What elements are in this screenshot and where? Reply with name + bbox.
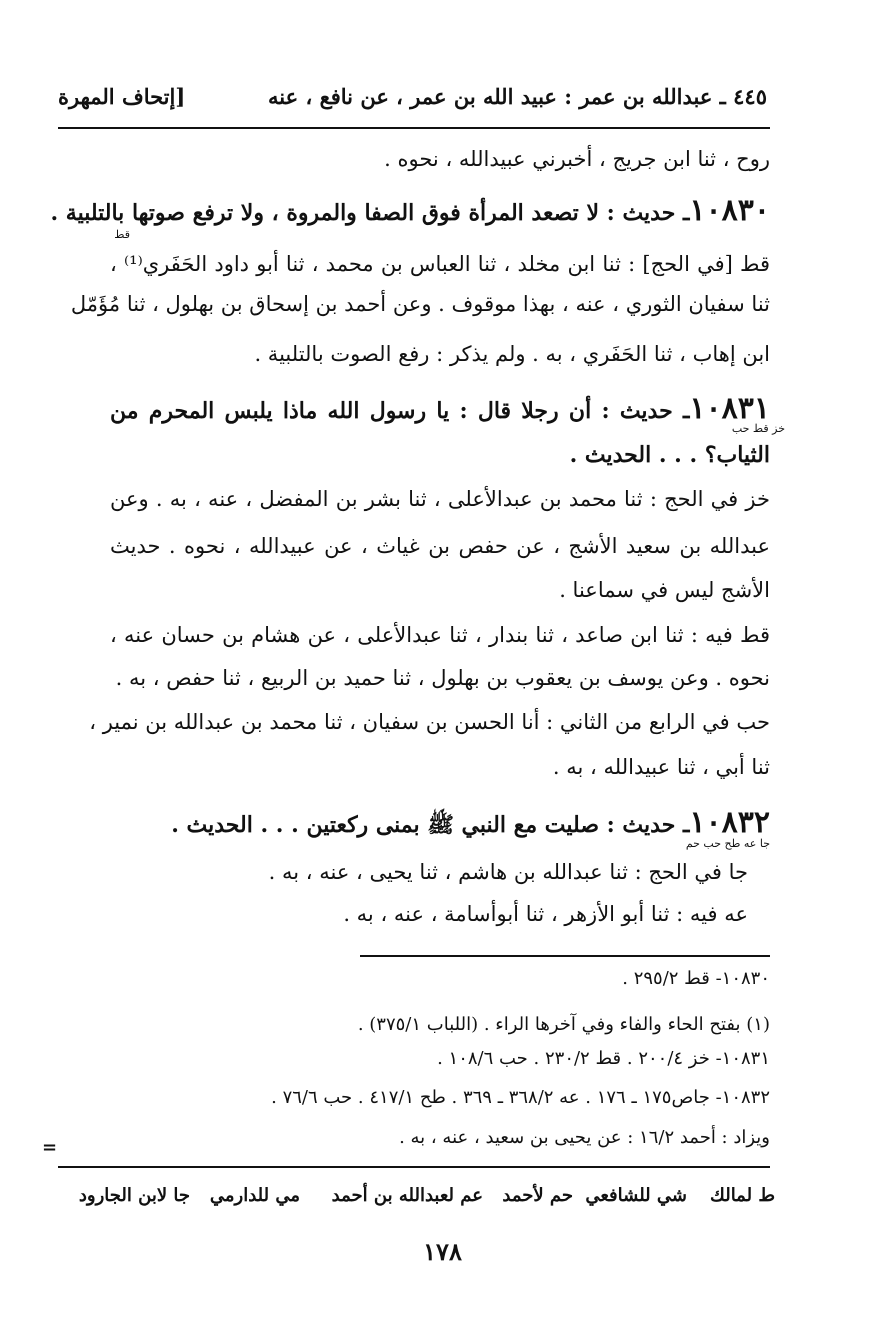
body-line: ثنا أبي ، ثنا عبيدالله ، به .: [552, 755, 770, 779]
abbrev-item: شي للشافعي: [585, 1185, 687, 1206]
hadith-10830: [50, 193, 770, 228]
abbrev-item: ط لمالك: [710, 1185, 775, 1206]
footnote: (١) بفتح الحاء والفاء وفي آخرها الراء . (اللباب ٣٧٥/١) .: [357, 1014, 770, 1035]
hadith-10832: [171, 805, 770, 840]
abbrev-item: جا لابن الجارود: [78, 1185, 190, 1206]
running-header-book: [إتحاف المهرة: [58, 84, 186, 109]
abbrev-item: مي للدارمي: [209, 1185, 300, 1206]
page-number: ١٧٨: [423, 1237, 462, 1266]
abbrev-item: عم لعبدالله بن أحمد: [331, 1185, 483, 1206]
body-line: قط [في الحج] : ثنا ابن مخلد ، ثنا العباس بن محمد ، ثنا أبو داود الحَفَري⁽¹⁾ ،: [110, 252, 770, 276]
body-line: جا في الحج : ثنا عبدالله بن هاشم ، ثنا يحيى ، عنه ، به .: [268, 860, 748, 884]
footnote: ١٠٨٣٠- قط ٢٩٥/٢ .: [622, 968, 770, 989]
body-line: عبدالله بن سعيد الأشج ، عن حفص بن غياث ، عن عبيدالله ، نحوه . حديث: [110, 534, 770, 558]
body-line: نحوه . وعن يوسف بن يعقوب بن بهلول ، ثنا حميد بن الربيع ، ثنا حفص ، به .: [115, 666, 770, 690]
abbrev-rule: [58, 1166, 770, 1168]
hadith-10830-sigla: قط: [114, 228, 130, 241]
hadith-10831: [110, 391, 770, 426]
hadith-10832-sigla: جا عه طح حب حم: [685, 837, 770, 850]
header-rule: [58, 127, 770, 129]
body-line: ثنا سفيان الثوري ، عنه ، بهذا موقوف . وعن أحمد بن إسحاق بن بهلول ، ثنا مُؤَمّل: [70, 292, 770, 316]
hadith-number: ١٠٨٣٢: [689, 805, 770, 840]
footnote-rule: [360, 955, 770, 957]
hadith-text: ـ حديث : صليت مع النبي ﷺ بمنى ركعتين . . . الحديث .: [171, 812, 690, 838]
body-line: ابن إهاب ، ثنا الحَفَري ، به . ولم يذكر : رفع الصوت بالتلبية .: [254, 342, 770, 366]
abbrev-item: حم لأحمد: [502, 1185, 573, 1206]
hadith-number: ١٠٨٣٠: [689, 193, 770, 228]
hadith-10831-sigla: خز قط حب: [731, 422, 785, 435]
body-line: قط فيه : ثنا ابن صاعد ، ثنا بندار ، ثنا عبدالأعلى ، عن هشام بن حسان عنه ،: [110, 623, 770, 647]
hadith-text: ـ حديث : أن رجلا قال : يا رسول الله ماذا يلبس المحرم من: [110, 398, 690, 424]
body-line: الأشج ليس في سماعنا .: [559, 578, 770, 602]
hadith-10831-continuation: الثياب؟ . . . الحديث .: [569, 442, 770, 468]
footnote: ويزاد : أحمد ١٦/٢ : عن يحيى بن سعيد ، عنه ، به .: [399, 1127, 770, 1148]
body-line: عه فيه : ثنا أبو الأزهر ، ثنا أبوأسامة ، عنه ، به .: [343, 902, 748, 926]
footnote: ١٠٨٣٢- جاص١٧٥ ـ ١٧٦ . عه ٣٦٨/٢ ـ ٣٦٩ . طح ٤١٧/١ . حب ٧٦/٦ .: [271, 1087, 770, 1108]
running-header-title: ٤٤٥ ـ عبدالله بن عمر : عبيد الله بن عمر ، عن نافع ، عنه: [268, 84, 767, 109]
body-line: خز في الحج : ثنا محمد بن عبدالأعلى ، ثنا بشر بن المفضل ، عنه ، به . وعن: [110, 487, 770, 511]
hadith-text: ـ حديث : لا تصعد المرأة فوق الصفا والمروة ، ولا ترفع صوتها بالتلبية .: [50, 200, 690, 226]
continuation-marker: =: [42, 1137, 58, 1158]
hadith-number: ١٠٨٣١: [689, 391, 770, 426]
body-line: روح ، ثنا ابن جريج ، أخبرني عبيدالله ، نحوه .: [384, 147, 770, 171]
body-line: حب في الرابع من الثاني : أنا الحسن بن سفيان ، ثنا محمد بن عبدالله بن نمير ،: [89, 710, 770, 734]
footnote: ١٠٨٣١- خز ٢٠٠/٤ . قط ٢٣٠/٢ . حب ١٠٨/٦ .: [437, 1048, 770, 1069]
